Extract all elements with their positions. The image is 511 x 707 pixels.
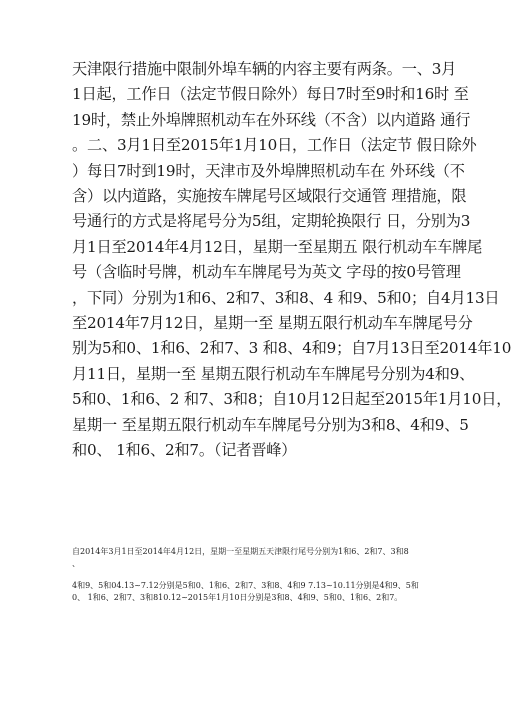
article-line: 天津限行措施中限制外埠车辆的内容主要有两条。一、3月	[72, 60, 457, 78]
footnote-line-4: 0、 1和6、2和7、3和810.12~2015年1月10日分别是3和8、4和9、5和0、1和6、2和7。	[72, 593, 403, 602]
summary-footnote	[72, 546, 442, 604]
article-line: 星期一 至星期五限行机动车车牌尾号分别为3和8、4和9、5	[72, 415, 469, 434]
article-line: 1日起，工作日（法定节假日除外）每日7时至9时和16时 至	[72, 85, 469, 104]
article-line: 月1日至2014年4月12日，星期一至星期五 限行机动车车牌尾	[72, 237, 483, 256]
article-line: 月11日，星期一至 星期五限行机动车车牌尾号分别为4和9、	[72, 364, 475, 383]
article-line: 号通行的方式是将尾号分为5组，定期轮换限行 日，分别为3	[72, 212, 471, 231]
article-line: 含）以内道路，实施按车牌尾号区域限行交通管 理措施，限	[72, 187, 467, 206]
article-line: 号（含临时号牌，机动车车牌尾号为英文 字母的按0号管理	[72, 263, 461, 282]
footnote-gap	[72, 570, 442, 580]
article-line: ）每日7时到19时，天津市及外埠牌照机动车在 外环线（不	[72, 161, 465, 180]
article-line: 至2014年7月12日，星期一至 星期五限行机动车车牌尾号分	[72, 314, 473, 333]
footnote-line-1: 自2014年3月1日至2014年4月12日，星期一至星期五天津限行尾号分别为1和6、2和7、3和8	[72, 547, 409, 556]
article-line: 5和0、1和6、2 和7、3和8；自10月12日起至2015年1月10日，	[72, 390, 511, 409]
article-line: 别为5和0、1和6、2和7、3 和8、4和9；自7月13日至2014年10	[72, 339, 511, 358]
footnote-line-3: 4和9、5和04.13~7.12分别是5和0、1和6、2和7、3和8、4和9 7.13~10.11分别是4和9、5和	[72, 581, 419, 590]
article-line: 。二、3月1日至2015年1月10日，工作日（法定节 假日除外	[72, 136, 477, 155]
article-line: 19时，禁止外埠牌照机动车在外环线（不含）以内道路 通行	[72, 110, 471, 129]
article-line: 和0、 1和6、2和7。（记者晋峰）	[72, 441, 297, 460]
footnote-line-2: 、	[72, 559, 80, 568]
article-line: ，下同）分别为1和6、2和7、3和8、4 和9、5和0；自4月13日	[72, 288, 500, 307]
article-body	[72, 57, 511, 464]
